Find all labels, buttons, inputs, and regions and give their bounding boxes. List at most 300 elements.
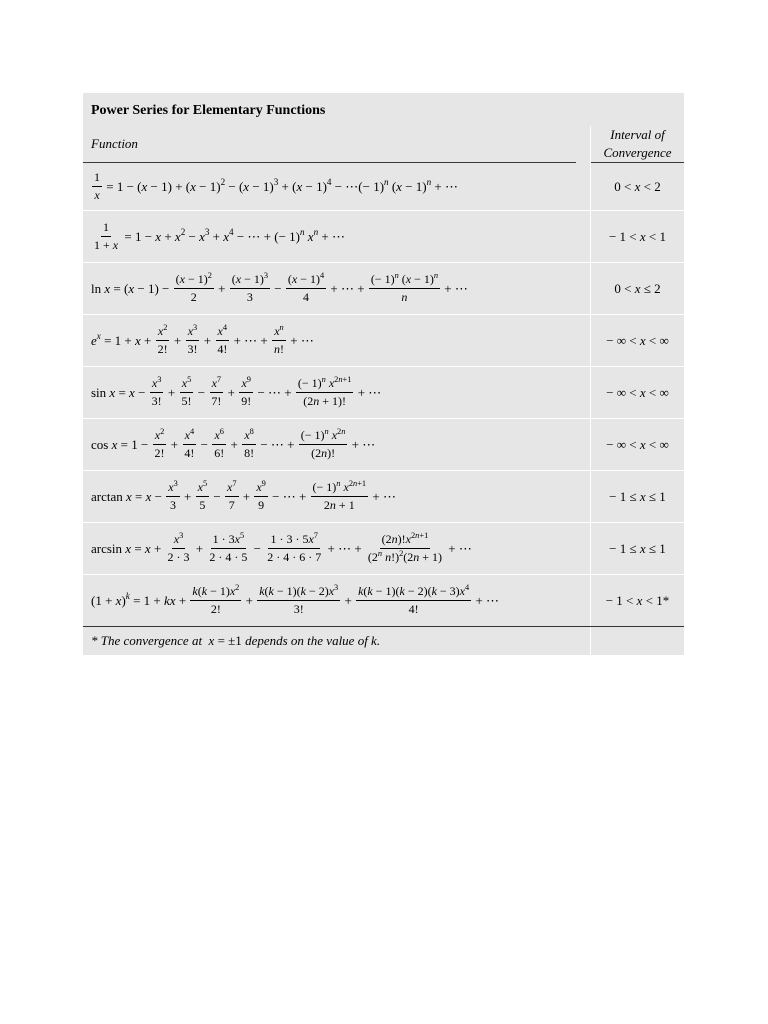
formula-variable: k (399, 584, 405, 598)
fraction-numerator (211, 532, 247, 549)
fraction (153, 428, 167, 461)
function-cell (83, 367, 590, 418)
fraction-numerator (257, 584, 340, 601)
superscript (235, 583, 239, 592)
formula-text: − (134, 384, 149, 400)
formula-variable: x (223, 228, 230, 244)
formula-text: )! (327, 446, 336, 460)
interval-cell (590, 211, 684, 262)
formula-variable: k (201, 584, 208, 598)
formula-text: 4! (184, 446, 195, 460)
fraction (156, 324, 170, 357)
fraction-denominator (150, 393, 164, 409)
formula-variable: x (109, 384, 116, 400)
formula-text: (1 + (91, 592, 116, 608)
formula-text: (− 1) (297, 376, 322, 390)
formula-text: 1 + (94, 238, 113, 252)
formula-text: < 1* (642, 592, 670, 608)
footnote (83, 627, 590, 655)
formula-text: 2! (210, 602, 221, 616)
formula-text: 3 (179, 531, 184, 541)
function-cell (83, 211, 590, 262)
formula-text: = ( (110, 280, 129, 296)
formula-text: − 1) (411, 272, 434, 286)
formula-variable: n (415, 531, 420, 541)
formula-variable: x (129, 384, 135, 400)
formula-text: − 1 < (608, 228, 640, 244)
formula-text: 2 (160, 427, 165, 437)
formula-variable: n (391, 532, 398, 546)
superscript (334, 375, 351, 384)
formula-text: + (164, 384, 179, 400)
formula-variable: x (639, 436, 646, 452)
fraction-numerator (369, 272, 440, 289)
series-row (83, 163, 684, 210)
formula-variable: n (433, 271, 439, 281)
formula-text: = (131, 488, 146, 504)
fraction-numerator (239, 376, 253, 393)
fraction-numerator (286, 272, 326, 289)
formula-text: 3 (204, 226, 210, 237)
header-rule (83, 162, 576, 163)
formula-text: + ⋯ (369, 488, 396, 504)
superscript (378, 549, 382, 558)
superscript (262, 479, 266, 488)
formula-text: − (210, 488, 224, 504)
formula-text: 2 (180, 226, 186, 237)
formula-text: − (185, 228, 200, 244)
formula-text: = (115, 384, 130, 400)
formula-variable: n (321, 446, 328, 460)
formula-text: 4 (465, 583, 470, 593)
fraction-denominator (322, 497, 357, 513)
interval-cell (590, 471, 684, 522)
fraction (182, 428, 196, 461)
formula-variable: x (634, 280, 641, 296)
superscript (336, 479, 340, 488)
series-row (83, 522, 684, 574)
fraction-denominator (209, 393, 223, 409)
formula-variable: k (431, 584, 437, 598)
fraction (296, 376, 354, 409)
formula-text: 2 (399, 549, 404, 559)
formula-text: 6 (219, 427, 224, 437)
superscript (411, 531, 428, 540)
formula-variable: x (174, 228, 181, 244)
fraction-denominator (166, 549, 192, 565)
formula-variable: n (394, 271, 399, 281)
formula-text: 5 (199, 498, 206, 512)
formula-text: 3! (151, 394, 162, 408)
formula-text: 4 (222, 323, 228, 333)
formula-text: − (250, 540, 265, 556)
table-header (83, 126, 684, 163)
series-row (83, 262, 684, 314)
formula-text: = 1 − (117, 436, 152, 452)
formula-variable: x (199, 228, 205, 244)
formula-text: ( (363, 584, 368, 598)
formula-text: 4 (229, 226, 234, 237)
formula-text: − 1)( (273, 584, 301, 598)
formula-variable: n (401, 290, 408, 304)
formula-text: 2 (235, 583, 240, 593)
fraction (92, 220, 120, 253)
superscript (322, 375, 326, 384)
formula-variable: x (243, 178, 250, 194)
formula-text: + (140, 332, 155, 348)
interval-cell (590, 315, 684, 366)
formula-text: ! (279, 342, 284, 356)
fraction (150, 376, 164, 409)
formula-text: 2 (334, 375, 339, 385)
superscript (163, 323, 167, 332)
fraction (257, 584, 340, 617)
formula-text: 4 (319, 271, 325, 281)
formula-text: +1 (357, 479, 367, 489)
formula-text: ≤ 2 (640, 280, 661, 296)
series-row (83, 418, 684, 470)
formula-text: + (209, 228, 224, 244)
fraction-denominator (92, 187, 101, 203)
formula-variable: kx (164, 592, 176, 608)
formula-text: − 1) (195, 178, 221, 194)
fraction-denominator (168, 497, 178, 513)
formula-text: + (341, 592, 356, 608)
formula-text: 2 (220, 176, 226, 187)
formula-variable: x (96, 330, 101, 341)
formula-text: 9! (241, 394, 252, 408)
superscript (434, 271, 438, 280)
formula-variable: x (115, 592, 122, 608)
formula-text: − ( (225, 178, 244, 194)
superscript (160, 427, 164, 436)
formula-variable: x (396, 178, 402, 194)
fraction-denominator (215, 341, 229, 357)
formula-variable: n (377, 549, 383, 559)
formula-text: 3! (293, 602, 304, 616)
fraction-numerator (166, 480, 180, 497)
formula-variable: * The convergence at x (91, 633, 215, 648)
formula-variable: x (211, 376, 217, 390)
formula-text: − 1) (297, 272, 320, 286)
formula-text: 7 (313, 531, 318, 541)
table-title: Power Series for Elementary Functions (91, 102, 326, 118)
formula-text: 4 (326, 176, 332, 187)
superscript (264, 271, 268, 280)
formula-text: − 1) (241, 272, 264, 286)
formula-text: + ⋯ (318, 228, 345, 244)
formula-text: − ⋯ + (254, 384, 295, 400)
formula-variable: n (341, 427, 346, 437)
formula-variable: n (384, 176, 389, 187)
fraction-denominator (399, 289, 409, 305)
formula-variable: x (405, 272, 412, 286)
formula-text: +1 (419, 531, 429, 541)
fraction (254, 480, 268, 513)
formula-variable: x (184, 428, 190, 442)
formula-text: 9 (258, 498, 265, 512)
formula-variable: x (405, 532, 411, 546)
fraction (209, 376, 223, 409)
function-cell (83, 575, 590, 626)
formula-text: ( (264, 584, 269, 598)
formula-variable: n (336, 479, 341, 489)
formula-text: ( (197, 584, 202, 598)
interval-cell (590, 419, 684, 470)
formula-text: 0 < (614, 280, 635, 296)
formula-text: 3 (246, 290, 253, 304)
formula-variable: x (157, 324, 164, 338)
function-cell (83, 471, 590, 522)
footnote-spacer (590, 627, 684, 655)
function-cell (83, 523, 590, 574)
fraction-numerator (311, 480, 369, 497)
fraction-denominator (407, 601, 421, 617)
formula-variable: x (331, 428, 338, 442)
formula-text: − 1 ≤ (609, 540, 640, 556)
fraction-denominator (185, 341, 199, 357)
fraction-numerator (272, 324, 286, 341)
formula-text: (− 1) (300, 428, 325, 442)
formula-text: ( (175, 272, 180, 286)
fraction-denominator (189, 289, 199, 305)
fraction-denominator (239, 393, 253, 409)
formula-variable: x (639, 332, 646, 348)
formula-variable: x (256, 480, 262, 494)
fraction-numerator (174, 272, 214, 289)
superscript (247, 375, 251, 384)
formula-text: − 1) (401, 178, 427, 194)
formula-text: 2 (163, 323, 168, 333)
fraction-numerator (153, 428, 167, 445)
formula-text: 3 (193, 323, 198, 333)
formula-variable: n (338, 375, 343, 385)
fraction-numerator (190, 584, 241, 601)
formula-text: 6! (214, 446, 225, 460)
fraction-numerator (172, 532, 186, 549)
formula-text: + ⋯ + (327, 280, 368, 296)
formula-variable: x (214, 428, 220, 442)
formula-text: − ⋯ + (257, 436, 298, 452)
formula-text: 5! (181, 394, 192, 408)
formula-text: + (175, 592, 190, 608)
superscript (320, 271, 324, 280)
formula-text: − 1)( (372, 584, 400, 598)
superscript (337, 427, 345, 436)
interval-header-line: Convergence (603, 145, 672, 160)
formula-text: 3 (170, 498, 177, 512)
formula-text: arcsin (91, 540, 126, 556)
formula-text: + ⋯ + (230, 332, 271, 348)
formula-text: < 2 (640, 178, 661, 194)
interval-cell (590, 523, 684, 574)
formula-text: + ⋯ (431, 178, 459, 194)
formula-text: ( (287, 272, 292, 286)
formula-text: ( (388, 178, 397, 194)
formula-variable: k (268, 584, 274, 598)
fraction-denominator (272, 341, 286, 357)
formula-text: arctan (91, 488, 127, 504)
formula-text: − ∞ < (606, 436, 640, 452)
formula-text: + 1 (335, 498, 355, 512)
superscript (193, 323, 197, 332)
fraction-denominator (212, 445, 226, 461)
interval-column-header (590, 126, 684, 163)
interval-cell (590, 575, 684, 626)
formula-text: 2 · 4 · 6 · 7 (267, 550, 322, 564)
formula-variable: x (639, 228, 646, 244)
formula-text: 3 (273, 176, 279, 187)
formula-text: ) (121, 592, 126, 608)
fraction (92, 170, 102, 203)
formula-text: − (151, 488, 166, 504)
formula-variable: n (321, 375, 326, 385)
fraction-denominator (92, 237, 120, 253)
fraction-denominator (309, 445, 337, 461)
formula-text: (2 (311, 446, 322, 460)
formula-text: (− 1) (312, 480, 337, 494)
formula-variable: x (307, 228, 314, 244)
formula-text: 7 (216, 375, 222, 385)
formula-text: = 1 + (100, 332, 135, 348)
formula-text: 1 (94, 170, 100, 184)
fraction (180, 376, 194, 409)
fraction-denominator (245, 289, 255, 305)
interval-cell (590, 163, 684, 210)
superscript (399, 549, 403, 558)
fraction-numerator (356, 584, 471, 601)
fraction-denominator (366, 549, 444, 565)
formula-text: − 1) − (134, 280, 173, 296)
formula-variable: x (226, 480, 233, 494)
formula-text: = 1 − ( (103, 178, 142, 194)
formula-text: 9 (261, 479, 266, 489)
formula-text: 2 (323, 498, 330, 512)
fraction-numerator (242, 428, 256, 445)
formula-variable: x (190, 178, 196, 194)
formula-text: < ∞ (645, 384, 669, 400)
formula-variable: x (187, 324, 194, 338)
fraction (166, 480, 180, 513)
fraction-denominator (197, 497, 207, 513)
formula-text: − (197, 436, 212, 452)
formula-text: + ⋯ (441, 280, 468, 296)
superscript (325, 427, 329, 436)
formula-text: = 1 − (121, 228, 156, 244)
formula-text: + ⋯ (354, 384, 382, 400)
formula-variable: x (636, 592, 643, 608)
formula-text: + ⋯ + (324, 540, 365, 556)
fraction-numerator (183, 428, 197, 445)
formula-text: ln (91, 280, 105, 296)
formula-text: 7 (228, 498, 235, 512)
formula-text: (2 (381, 532, 392, 546)
fraction-denominator (301, 289, 311, 305)
fraction (369, 272, 440, 305)
formula-variable: x (145, 488, 152, 504)
formula-variable: x (459, 584, 465, 598)
formula-text: − 2) (305, 584, 329, 598)
formula-text: ≤ 1 (645, 488, 666, 504)
formula-variable: n (329, 498, 336, 512)
formula-text: +1 (342, 375, 352, 385)
fraction-denominator (242, 445, 256, 461)
fraction (230, 272, 270, 305)
formula-text: sin (91, 384, 110, 400)
formula-variable: n (426, 176, 432, 187)
formula-variable: x (135, 332, 141, 348)
formula-text: 5 (187, 375, 192, 385)
formula-variable: x (343, 480, 349, 494)
formula-text: + (170, 332, 185, 348)
formula-text: 2 · 4 · 5 (209, 550, 248, 564)
formula-text: 4 (189, 427, 195, 437)
formula-variable: x (126, 488, 132, 504)
fraction-numerator (92, 170, 102, 187)
formula-text: < 1 (645, 228, 667, 244)
formula-text: < ∞ (645, 436, 669, 452)
formula-text: 2 (348, 479, 353, 489)
power-series-table (83, 93, 684, 655)
formula-variable: x (181, 376, 188, 390)
fraction-numerator (230, 272, 270, 289)
superscript (232, 479, 236, 488)
formula-variable: x (128, 280, 135, 296)
fraction (215, 324, 229, 357)
fraction-denominator (207, 549, 249, 565)
formula-variable: x (639, 384, 646, 400)
formula-text: (2 (403, 550, 414, 564)
fraction-numerator (212, 428, 226, 445)
fraction (356, 584, 471, 617)
function-cell (83, 419, 590, 470)
fraction-denominator (209, 601, 223, 617)
formula-text: 2 (337, 427, 342, 437)
formula-text: + 1)! (319, 394, 347, 408)
formula-text: (− 1) (370, 272, 395, 286)
formula-variable: x (217, 324, 223, 338)
fraction-numerator (101, 220, 111, 237)
formula-text: + (239, 488, 254, 504)
function-column-header: Function (91, 136, 138, 151)
formula-text: − (271, 280, 285, 296)
formula-variable: x (141, 178, 148, 194)
formula-variable: x (154, 428, 161, 442)
formula-variable: x (308, 532, 314, 546)
formula-text: 3 (173, 479, 178, 489)
formula-text: + ⋯ (445, 540, 472, 556)
formula-variable: k (192, 584, 198, 598)
formula-text: − ⋯ + (268, 488, 310, 504)
formula-variable: k (300, 584, 306, 598)
formula-text: < ∞ (645, 332, 669, 348)
superscript (395, 271, 399, 280)
formula-text: 2 (410, 531, 416, 541)
formula-text: − 3) (436, 584, 460, 598)
formula-text: 4! (408, 602, 419, 616)
superscript (174, 479, 178, 488)
fraction (166, 532, 192, 565)
fraction (265, 532, 323, 565)
formula-text: 3 (263, 271, 269, 281)
formula-text: 8 (249, 427, 254, 437)
formula-variable: x (328, 584, 335, 598)
formula-variable: n (324, 427, 329, 437)
formula-text: 1 · 3 · 5 (270, 532, 309, 546)
fraction (185, 324, 199, 357)
formula-variable: x (94, 188, 100, 202)
formula-variable: k (358, 584, 364, 598)
